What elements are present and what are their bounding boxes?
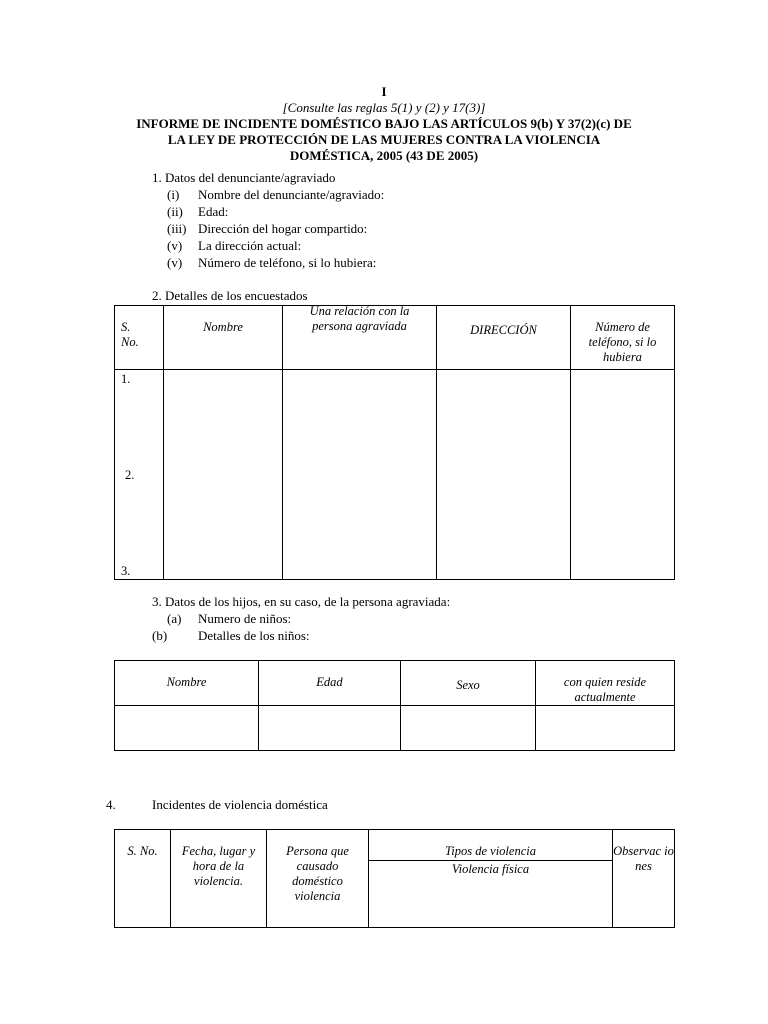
header-incident-sno: S. No. xyxy=(115,830,171,928)
table-row xyxy=(115,706,675,751)
child-sex-cell[interactable] xyxy=(401,706,536,751)
child-age-cell[interactable] xyxy=(259,706,401,751)
section1-title: 1. Datos del denunciante/agraviado xyxy=(152,170,336,185)
section1-item xyxy=(167,187,384,203)
form-number: I xyxy=(381,84,387,99)
address-cell[interactable] xyxy=(437,370,571,580)
section4-title: Incidentes de violencia doméstica xyxy=(152,797,328,812)
header-incident-person: Persona que causado doméstico violencia xyxy=(267,830,369,928)
form-heading-line-2: LA LEY DE PROTECCIÓN DE LAS MUJERES CONTRA LA VIOLENCIA xyxy=(167,132,601,147)
header-phone: Número de teléfono, si lo hubiera xyxy=(571,306,675,370)
header-observations: Observac iones xyxy=(613,830,675,928)
form-rules: [Consulte las reglas 5(1) y (2) y 17(3)] xyxy=(282,100,486,115)
relation-cell[interactable] xyxy=(283,370,437,580)
item-label: (b) xyxy=(152,628,168,643)
item-label: (i) xyxy=(167,187,180,202)
header-name: Nombre xyxy=(164,306,283,370)
incidents-table xyxy=(114,829,675,928)
item-text: Edad: xyxy=(198,204,229,219)
item-label: (a) xyxy=(167,611,182,626)
header-physical-violence: Violencia física xyxy=(369,861,613,928)
section1-item xyxy=(167,238,301,254)
name-cell[interactable] xyxy=(164,370,283,580)
row-numbers xyxy=(115,370,164,580)
children-table xyxy=(114,660,675,751)
item-text: La dirección actual: xyxy=(198,238,302,253)
section1-item xyxy=(167,204,228,220)
header-child-residence: con quien reside actualmente xyxy=(536,661,675,706)
header-violence-types: Tipos de violencia xyxy=(369,830,613,861)
item-label: (v) xyxy=(167,255,183,270)
section1-item xyxy=(167,221,367,237)
item-text: Nombre del denunciante/agraviado: xyxy=(198,187,385,202)
row-number-2: 2. xyxy=(125,468,135,482)
phone-cell[interactable] xyxy=(571,370,675,580)
item-label: (iii) xyxy=(167,221,187,236)
item-text: Dirección del hogar compartido: xyxy=(198,221,368,236)
section3-title: 3. Datos de los hijos, en su caso, de la persona agraviada: xyxy=(152,594,451,609)
row-number-3: 3. xyxy=(121,564,131,578)
child-name-cell[interactable] xyxy=(115,706,259,751)
section3-item xyxy=(152,628,310,644)
child-residence-cell[interactable] xyxy=(536,706,675,751)
item-text: Detalles de los niños: xyxy=(198,628,310,643)
form-heading-line-1: INFORME DE INCIDENTE DOMÉSTICO BAJO LAS ARTÍCULOS 9(b) Y 37(2)(c) DE xyxy=(136,116,632,131)
item-label: (ii) xyxy=(167,204,183,219)
header-child-sex: Sexo xyxy=(401,661,536,706)
section4-number: 4. xyxy=(106,797,116,812)
respondents-table xyxy=(114,305,675,580)
header-address: DIRECCIÓN xyxy=(437,306,571,370)
section3-item xyxy=(167,611,291,627)
item-text: Numero de niños: xyxy=(198,611,292,626)
header-child-age: Edad xyxy=(259,661,401,706)
header-relation: Una relación con la persona agraviada xyxy=(283,306,437,370)
item-label: (v) xyxy=(167,238,183,253)
item-text: Número de teléfono, si lo hubiera: xyxy=(198,255,377,270)
row-number-1: 1. xyxy=(121,372,131,386)
header-sno: S. No. xyxy=(115,306,164,370)
table-row xyxy=(115,370,675,580)
header-child-name: Nombre xyxy=(115,661,259,706)
header-incident-date: Fecha, lugar y hora de la violencia. xyxy=(171,830,267,928)
form-header xyxy=(60,84,708,164)
section1-item xyxy=(167,255,376,271)
section2-title: 2. Detalles de los encuestados xyxy=(152,288,308,303)
form-heading-line-3: DOMÉSTICA, 2005 (43 DE 2005) xyxy=(289,148,479,163)
